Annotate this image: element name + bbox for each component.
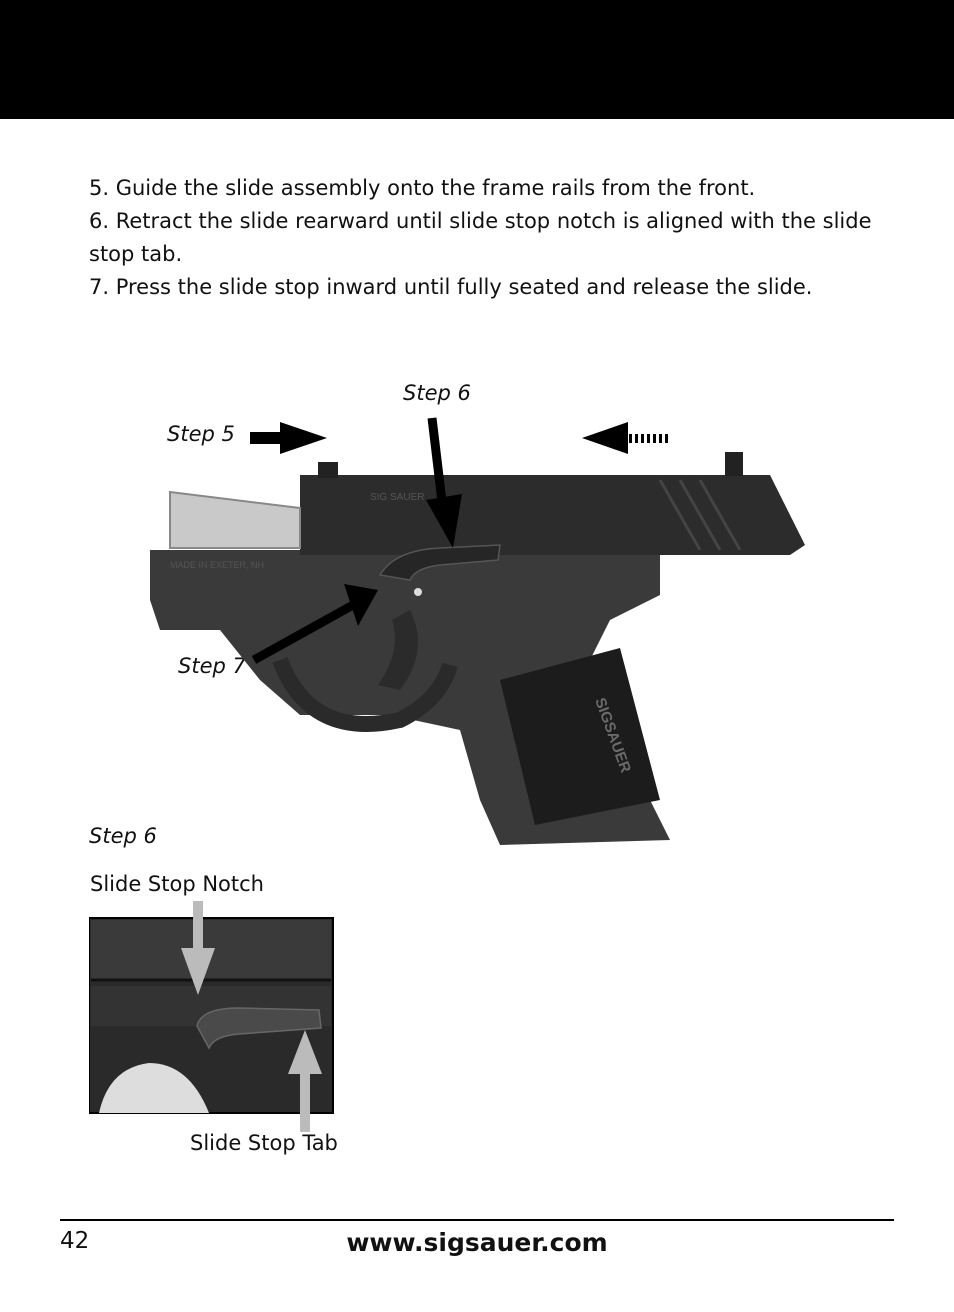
step-6-label: Step 6 <box>403 381 471 405</box>
detail-section-label: Step 6 <box>89 824 157 848</box>
slide-stop-notch-caption: Slide Stop Notch <box>90 872 264 896</box>
pistol-slide <box>300 475 805 555</box>
rear-sight <box>318 462 338 478</box>
front-sight <box>725 452 743 476</box>
step-5-label: Step 5 <box>167 422 235 446</box>
instruction-step-7: 7. Press the slide stop inward until fully seated and release the slide. <box>89 275 813 299</box>
pistol-illustration <box>140 380 820 860</box>
step-5-arrow <box>250 422 327 454</box>
footer-url[interactable]: www.sigsauer.com <box>346 1228 608 1257</box>
step-7-label: Step 7 <box>178 654 246 678</box>
frame-pin <box>414 588 422 596</box>
slide-direction-arrow <box>582 422 668 454</box>
instruction-step-5: 5. Guide the slide assembly onto the frame rails from the front. <box>89 176 756 200</box>
footer-rule <box>60 1219 894 1221</box>
instruction-list <box>89 172 889 304</box>
grip-logo-text: SIGSAUER <box>591 695 635 776</box>
page-number: 42 <box>60 1228 90 1254</box>
slide-engraving: SIG SAUER <box>370 492 425 503</box>
barrel <box>170 492 300 548</box>
frame-engraving: MADE IN EXETER, NH <box>170 560 265 570</box>
header-band <box>0 0 954 119</box>
instruction-step-6: 6. Retract the slide rearward until slide stop notch is aligned with the slide stop tab. <box>89 209 872 266</box>
slide-stop-tab-caption: Slide Stop Tab <box>190 1131 338 1155</box>
slide-stop-detail-photo <box>89 898 349 1138</box>
